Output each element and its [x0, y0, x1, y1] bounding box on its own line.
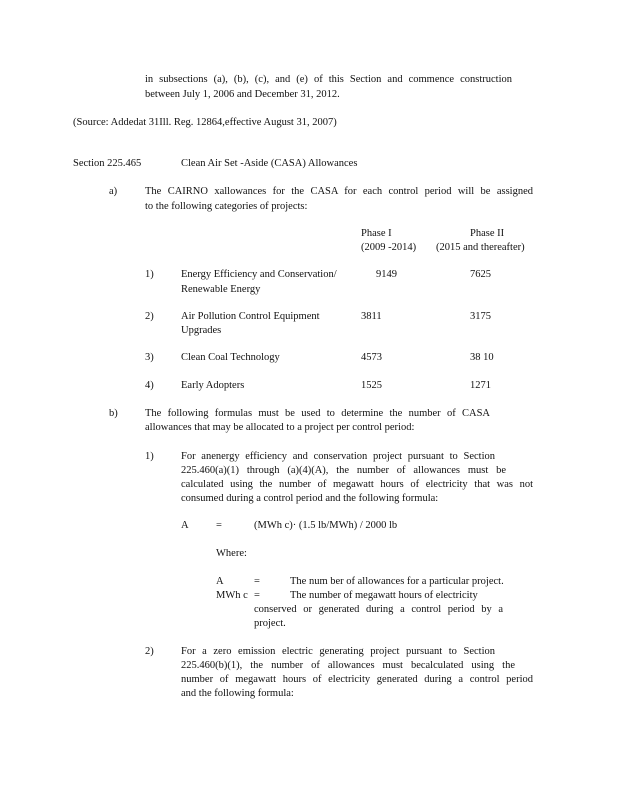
section-number: Section 225.465: [73, 158, 142, 169]
row-2-phase1: 3811: [361, 311, 382, 322]
row-1-label-2: Renewable Energy: [181, 284, 261, 295]
subsection-b-line-1: The following formulas must be used to determine the number of CASA: [145, 408, 490, 419]
phase1-title: Phase I: [361, 228, 392, 239]
row-3-num: 3): [145, 352, 154, 363]
subsection-b-line-2: allowances that may be allocated to a project per control period:: [145, 422, 415, 433]
subsection-b-label: b): [109, 408, 118, 419]
item-1-line-2: 225.460(a)(1) through (a)(4)(A), the number of allowances must be: [181, 465, 506, 476]
formula-rhs: (MWh c)· (1.5 lb/MWh) / 2000 lb: [254, 520, 398, 531]
item-1-line-3: calculated using the number of megawatt hours of electricity that was not: [181, 479, 533, 490]
row-1-label-1: Energy Efficiency and Conservation/: [181, 269, 337, 280]
item-2-line-1: For a zero emission electric generating project pursuant to Section: [181, 646, 495, 657]
where-label: Where:: [216, 548, 247, 559]
item-1-line-1: For anenergy efficiency and conservation project pursuant to Section: [181, 451, 495, 462]
subsection-a-label: a): [109, 186, 118, 197]
item-2-num: 2): [145, 646, 154, 657]
item-1-line-4: consumed during a control period and the following formula:: [181, 493, 439, 504]
intro-line-1: in subsections (a), (b), (c), and (e) of this Section and commence construction: [145, 74, 512, 85]
row-4-phase1: 1525: [361, 380, 382, 391]
row-4-num: 4): [145, 380, 154, 391]
formula-equals: =: [216, 520, 222, 531]
def-a-equals: =: [254, 576, 260, 587]
intro-line-2: between July 1, 2006 and December 31, 2012.: [145, 89, 340, 100]
row-3-phase2: 38 10: [470, 352, 494, 363]
phase2-years: (2015 and thereafter): [436, 242, 525, 253]
row-4-phase2: 1271: [470, 380, 491, 391]
row-1-phase2: 7625: [470, 269, 491, 280]
row-2-num: 2): [145, 311, 154, 322]
def-mwh-line-3: project.: [254, 618, 286, 629]
subsection-a-line-2: to the following categories of projects:: [145, 201, 308, 212]
def-mwh-line-2: conserved or generated during a control period by a: [254, 604, 503, 615]
row-2-phase2: 3175: [470, 311, 491, 322]
def-mwh-equals: =: [254, 590, 260, 601]
source-note: (Source: Addedat 31Ill. Reg. 12864,effective August 31, 2007): [73, 117, 337, 128]
item-1-num: 1): [145, 451, 154, 462]
def-mwh-symbol: MWh c: [216, 590, 248, 601]
row-3-phase1: 4573: [361, 352, 382, 363]
section-title: Clean Air Set -Aside (CASA) Allowances: [181, 158, 358, 169]
def-mwh-line-1: The number of megawatt hours of electricity: [290, 590, 478, 601]
row-1-phase1: 9149: [376, 269, 397, 280]
phase1-years: (2009 -2014): [361, 242, 417, 253]
row-3-label-1: Clean Coal Technology: [181, 352, 280, 363]
formula-lhs: A: [181, 520, 189, 531]
def-a-symbol: A: [216, 576, 224, 587]
subsection-a-line-1: The CAIRNO xallowances for the CASA for each control period will be assigned: [145, 186, 533, 197]
row-4-label-1: Early Adopters: [181, 380, 245, 391]
phase2-title: Phase II: [470, 228, 505, 239]
row-2-label-2: Upgrades: [181, 325, 222, 336]
def-a-text: The num ber of allowances for a particular project.: [290, 576, 504, 587]
row-1-num: 1): [145, 269, 154, 280]
item-2-line-3: number of megawatt hours of electricity generated during a control period: [181, 674, 533, 685]
row-2-label-1: Air Pollution Control Equipment: [181, 311, 320, 322]
item-2-line-2: 225.460(b)(1), the number of allowances must becalculated using the: [181, 660, 515, 671]
item-2-line-4: and the following formula:: [181, 688, 294, 699]
